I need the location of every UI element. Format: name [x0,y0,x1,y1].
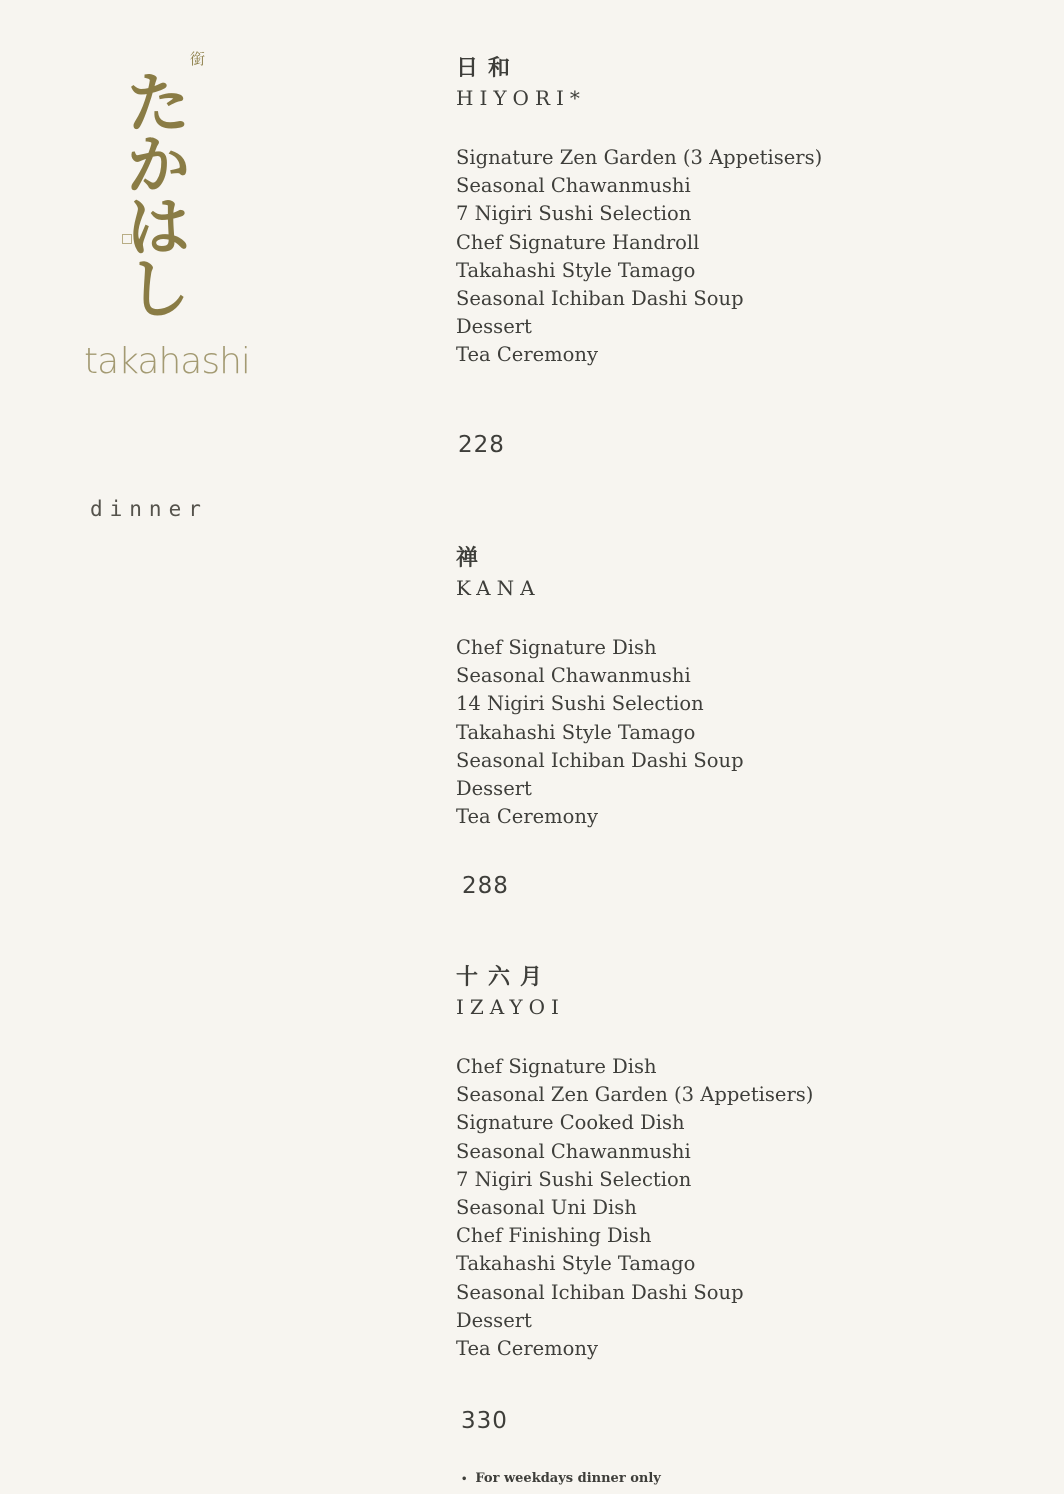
course-item: Chef Signature Dish [456,636,657,659]
meal-label: dinner [90,497,208,521]
course-item: Tea Ceremony [456,805,598,829]
course-item: Dessert [456,776,532,800]
course-item: Signature Cooked Dish [456,1111,685,1135]
course-item: Signature Zen Garden (3 Appetisers) [456,146,823,169]
course-item: Takahashi Style Tamago [456,1252,696,1276]
course-item: Seasonal Chawanmushi [456,174,691,198]
course-name: HIYORI* [456,86,586,110]
bullet-icon: • [461,1474,468,1485]
course-item: Seasonal Chawanmushi [456,664,691,688]
course-items [456,144,1016,370]
course-item: Chef Finishing Dish [456,1224,652,1248]
course-item: Tea Ceremony [456,343,598,367]
course-item: 7 Nigiri Sushi Selection [456,202,692,226]
course-name: KANA [456,576,541,600]
course-price: 288 [462,873,509,899]
course-items [456,1053,1016,1363]
course-kanji: 禅 [456,545,489,571]
course-kanji: 十六月 [456,964,553,990]
footnote [461,1471,661,1486]
course-hiyori [456,55,1016,370]
logo-wordmark: takahashi [84,341,250,382]
course-kana [456,545,1016,831]
footnote-text: For weekdays dinner only [475,1471,661,1486]
restaurant-logo [80,48,280,388]
course-item: Seasonal Zen Garden (3 Appetisers) [456,1083,814,1107]
course-izayoi [456,964,1016,1363]
course-item: Seasonal Ichiban Dashi Soup [456,748,744,772]
course-price: 330 [461,1408,508,1434]
course-kanji: 日和 [456,55,521,81]
logo-kana: たかはし [114,68,192,316]
course-price: 228 [458,432,505,458]
course-item: Chef Signature Dish [456,1055,657,1078]
course-item: Chef Signature Handroll [456,230,700,254]
logo-mark [122,234,132,244]
course-item: Seasonal Ichiban Dashi Soup [456,1280,744,1304]
course-item: Takahashi Style Tamago [456,258,696,282]
course-item: Dessert [456,1308,532,1332]
course-item: 7 Nigiri Sushi Selection [456,1167,692,1191]
course-item: Takahashi Style Tamago [456,720,696,744]
course-name: IZAYOI [456,995,565,1019]
course-item: Dessert [456,315,532,339]
course-item: Seasonal Ichiban Dashi Soup [456,286,744,310]
logo-seal: 銜 [190,50,206,68]
course-item: 14 Nigiri Sushi Selection [456,692,704,716]
course-item: Seasonal Chawanmushi [456,1139,691,1163]
course-items [456,634,1016,831]
course-item: Tea Ceremony [456,1336,598,1360]
course-item: Seasonal Uni Dish [456,1195,637,1219]
